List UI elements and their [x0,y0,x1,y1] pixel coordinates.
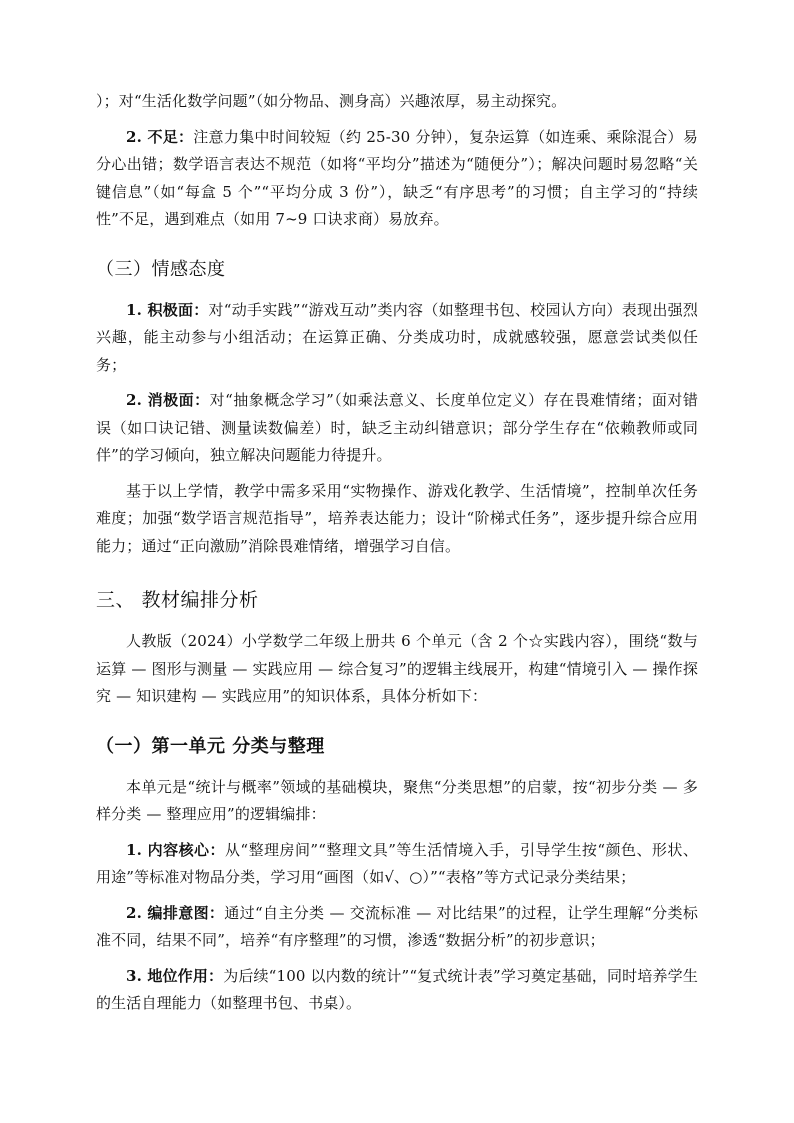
paragraph-label: 2. 不足： [126,127,194,146]
paragraph-role [96,963,698,1018]
paragraph-text: 从“整理房间”“整理文具”等生活情境入手，引导学生按“颜色、形状、用途”等标准对物品分类，学习用“画图（如√、○）”“表格”等方式记录分类结果； [96,840,698,886]
paragraph-continuation [96,88,698,116]
paragraph-label: 1. 内容核心： [126,840,225,859]
paragraph-text: 对“动手实践”“游戏互动”类内容（如整理书包、校园认方向）表现出强烈兴趣，能主动参与小组活动；在运算正确、分类成功时，成就感较强，愿意尝试类似任务； [96,300,698,374]
paragraph-content-core [96,837,698,892]
paragraph-text: 人教版（2024）小学数学二年级上册共 6 个单元（含 2 个☆实践内容），围绕“数与运算 — 图形与测量 — 实践应用 — 综合复习”的逻辑主线展开，构建“情境引入 — 操作探究 — 知识建构 — 实践应用”的知识体系，具体分析如下： [96,632,698,705]
paragraph-label: 1. 积极面： [126,300,209,319]
heading-emotional-attitude: （三）情感态度 [96,258,226,280]
paragraph-text: 通过“自主分类 — 交流标准 — 对比结果”的过程，让学生理解“分类标准不同，结果不同”，培养“有序整理”的习惯，渗透“数据分析”的初步意识； [96,903,698,949]
paragraph-text: 注意力集中时间较短（约 25-30 分钟），复杂运算（如连乘、乘除混合）易分心出错；数学语言表达不规范（如将“平均分”描述为“随便分”）；解决问题时易忽略“关键信息”（如“每盒 5 个”“平均分成 3 份”），缺乏“有序思考”的习惯；自主学习的“持续性”不足，遇到难点（如用 7~9 口诀求商）易放弃。 [96,127,698,228]
paragraph-negative-side [96,387,698,470]
paragraph-design-intent [96,900,698,955]
paragraph-summary [96,478,698,561]
paragraph-label: 2. 消极面： [126,391,210,409]
paragraph-label: 2. 编排意图： [126,903,225,922]
paragraph-textbook-overview [96,628,698,711]
heading-textbook-analysis: 三、 教材编排分析 [96,589,259,611]
paragraph-label: 3. 地位作用： [126,966,224,985]
paragraph-positive-side [96,297,698,380]
paragraph-unit-intro [96,774,698,829]
paragraph-text: 本单元是“统计与概率”领域的基础模块，聚焦“分类思想”的启蒙，按“初步分类 — 多样分类 — 整理应用”的逻辑编排： [96,777,698,823]
heading-unit-one: （一）第一单元 分类与整理 [96,735,325,757]
paragraph-text: 对“抽象概念学习”（如乘法意义、长度单位定义）存在畏难情绪；面对错误（如口诀记错、测量读数偏差）时，缺乏主动纠错意识；部分学生存在“依赖教师或同伴”的学习倾向，独立解决问题能力待提升。 [96,391,698,464]
paragraph-text: 基于以上学情，教学中需多采用“实物操作、游戏化教学、生活情境”，控制单次任务难度；加强“数学语言规范指导”，培养表达能力；设计“阶梯式任务”，逐步提升综合应用能力；通过“正向激励”消除畏难情绪，增强学习自信。 [96,481,698,555]
paragraph-shortcomings [96,124,698,234]
paragraph-text: 为后续“100 以内数的统计”“复式统计表”学习奠定基础，同时培养学生的生活自理能力（如整理书包、书桌）。 [96,966,698,1012]
paragraph-text: ）；对“生活化数学问题”（如分物品、测身高）兴趣浓厚，易主动探究。 [96,92,567,110]
